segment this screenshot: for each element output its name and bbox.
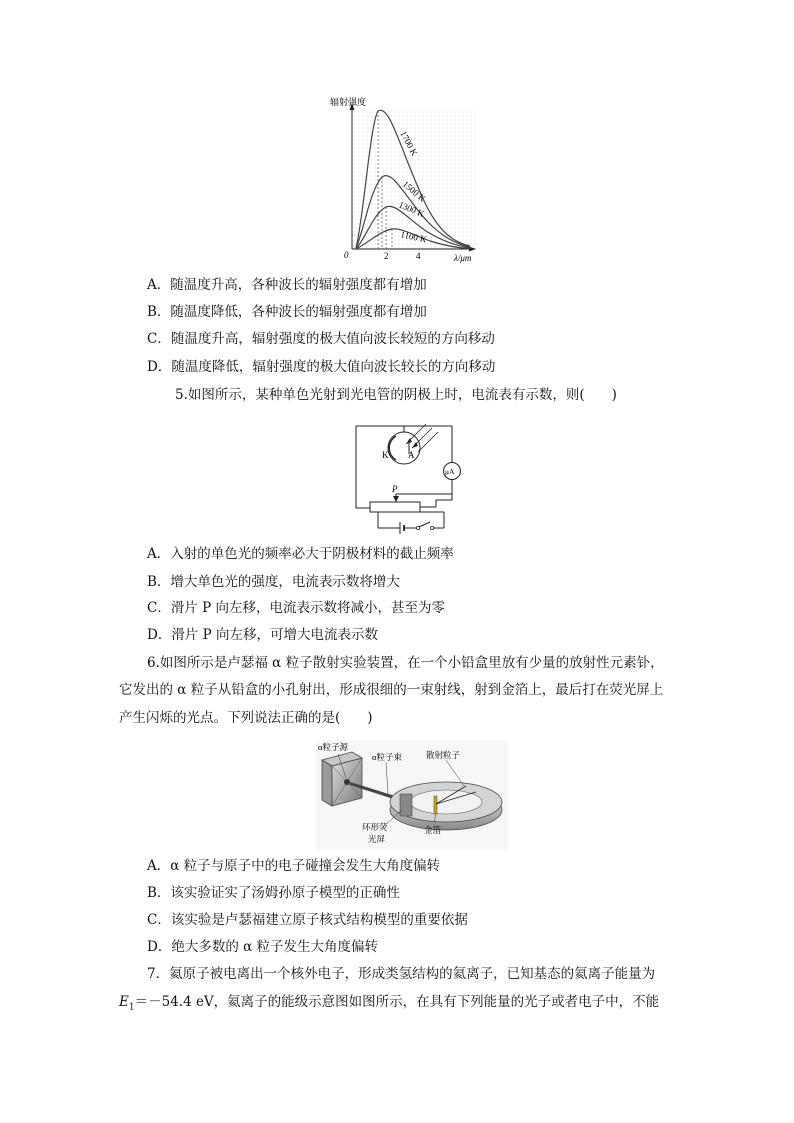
label-1700k: 1700 K (398, 129, 420, 158)
label-1300k: 1300 K (397, 199, 426, 219)
q5-option-b: B．增大单色光的强度，电流表示数将增大 (147, 574, 400, 590)
q5-option-d: D．滑片 P 向左移，可增大电流表示数 (147, 627, 378, 643)
battery-switch (378, 512, 444, 534)
q6-option-a: A．α 粒子与原子中的电子碰撞会发生大角度偏转 (147, 858, 441, 874)
y-axis-label: 辐射强度 (330, 97, 367, 107)
q7-line-2-text: ＝－54.4 eV，氦离子的能级示意图如图所示，在具有下列能量的光子或者电子中，不能 (134, 994, 660, 1010)
origin-label: 0 (344, 250, 349, 260)
q7-line-1: 7．氦原子被电离出一个核外电子，形成类氢结构的氦离子，已知基态的氦离子能量为 (147, 966, 656, 982)
incident-light-rays (406, 424, 438, 452)
label-alpha-source: α粒子源 (318, 742, 348, 752)
label-scattered-particles: 散射粒子 (426, 750, 461, 760)
q6-option-d: D．绝大多数的 α 粒子发生大角度偏转 (147, 939, 379, 955)
microammeter (444, 463, 461, 480)
q5-option-a: A．入射的单色光的频率必大于阴极材料的截止频率 (147, 546, 454, 562)
q4-option-a: A．随温度升高，各种波长的辐射强度都有增加 (147, 277, 427, 293)
q4-option-c: C．随温度升高，辐射强度的极大值向波长较短的方向移动 (147, 331, 495, 347)
label-screen-2: 光屏 (368, 834, 386, 844)
q5-option-c: C．滑片 P 向左移，电流表示数将减小，甚至为零 (147, 600, 445, 616)
q6-option-c: C．该实验是卢瑟福建立原子核式结构模型的重要依据 (147, 912, 468, 928)
rheostat (370, 494, 452, 512)
blackbody-radiation-figure (330, 95, 480, 265)
x-tick-2: 2 (384, 251, 389, 261)
microammeter-label: μA (445, 467, 455, 476)
energy-subscript: 1 (128, 1002, 135, 1013)
slider-p-label: P (392, 484, 398, 494)
label-1500k: 1500 K (400, 178, 428, 204)
label-1100k: 1100 K (399, 229, 428, 245)
cathode-label: K (382, 450, 389, 460)
rutherford-scattering-figure (316, 740, 508, 850)
label-screen-1: 环形荧 (362, 822, 388, 832)
q5-stem: 5.如图所示，某种单色光射到光电管的阴极上时，电流表有示数，则( ) (175, 387, 617, 403)
label-alpha-beam: α粒子束 (372, 752, 402, 762)
x-axis-label: λ/μm (454, 253, 472, 263)
gold-foil (434, 796, 437, 814)
q4-option-b: B．随温度降低，各种波长的辐射强度都有增加 (147, 304, 427, 320)
q6-stem-line-1: 6.如图所示是卢瑟福 α 粒子散射实验装置，在一个小铅盒里放有少量的放射性元素钋， (147, 655, 664, 671)
label-gold-foil: 金箔 (424, 825, 442, 835)
anode-label: A (408, 450, 415, 460)
ring-fluorescent-screen (390, 782, 502, 830)
phototube-circuit-figure (352, 418, 464, 536)
x-tick-4: 4 (416, 251, 421, 261)
energy-symbol: E (119, 994, 129, 1010)
q6-option-b: B．该实验证实了汤姆孙原子模型的正确性 (147, 885, 400, 901)
lead-box-source (322, 752, 362, 806)
q7-line-2 (119, 992, 659, 1018)
q6-stem-line-3: 产生闪烁的光点。下列说法正确的是( ) (119, 710, 373, 726)
q4-option-d: D．随温度降低，辐射强度的极大值向波长较长的方向移动 (147, 359, 496, 375)
q6-stem-line-2: 它发出的 α 粒子从铅盒的小孔射出，形成很细的一束射线，射到金箔上，最后打在荧光屏上 (119, 682, 664, 698)
